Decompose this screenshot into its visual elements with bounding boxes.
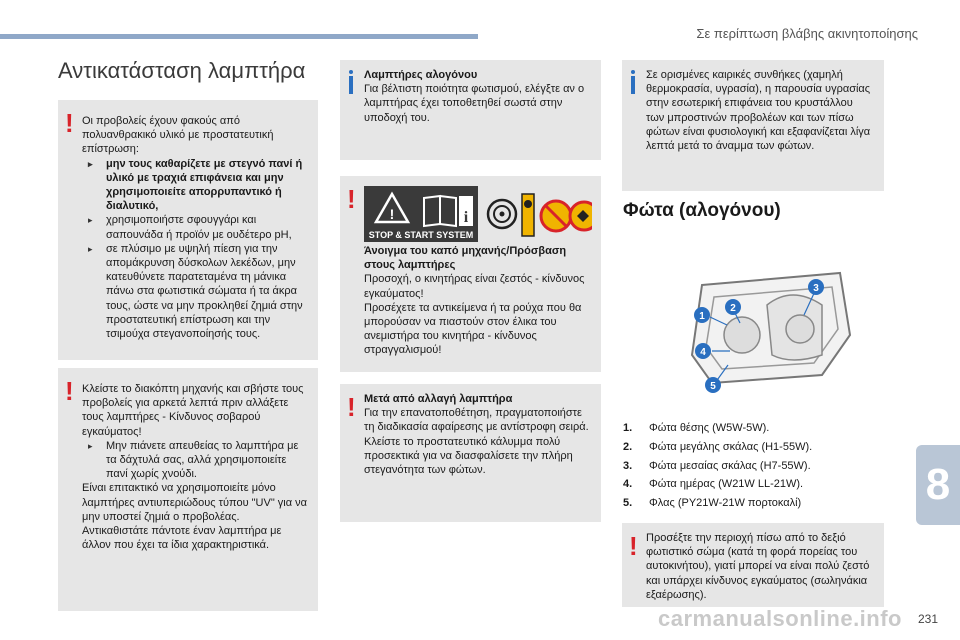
- warning-intro: Κλείστε το διακόπτη μηχανής και σβήστε τους προβολείς για αρκετά λεπτά πριν αλλάξετε τους λαμπτήρες - Κίνδυνος σοβαρού εγκαύματος!: [82, 383, 304, 438]
- header-rule: [0, 34, 478, 39]
- callout-1: [694, 307, 710, 323]
- headlamp-diagram: [672, 265, 862, 405]
- watermark: carmanualsonline.info: [658, 606, 902, 631]
- callout-5: [705, 377, 721, 393]
- warning-icon: !: [65, 376, 74, 406]
- list-item: 2. Φώτα μεγάλης σκάλας (H1-55W).: [623, 440, 813, 453]
- list-item: ▸ χρησιμοποιήστε σφουγγάρι και σαπουνάδα ή προϊόν με ουδέτερο pH,: [82, 213, 308, 241]
- list-item: 3. Φώτα μεσαίας σκάλας (H7-55W).: [623, 459, 811, 472]
- page-number: 231: [917, 612, 938, 626]
- lamp-socket: [786, 315, 814, 343]
- list-item: ▸ σε πλύσιμο με υψηλή πίεση για την απομάκρυνση δύσκολων λεκέδων, μην κατευθύνετε παρατεταμένα τη μάνικα πάνω στα φωτιστικά σώματα ή τα άκρα τους, ώστε να μην προκληθεί ζημιά στην προστατευτική επίστρωση και την τσιμούχα στεγανοποίησής τους.: [82, 242, 308, 341]
- warning-icon: !: [347, 184, 356, 214]
- chapter-tab: 8: [916, 445, 960, 525]
- callout-4: [695, 343, 711, 359]
- warning-icon: !: [65, 108, 74, 138]
- warning-intro: Οι προβολείς έχουν φακούς από πολυανθρακικό υλικό με προστατευτική επίστρωση:: [82, 115, 274, 156]
- callout-2: [725, 299, 741, 315]
- warning-title: Άνοιγμα του καπό μηχανής/Πρόσβαση στους λαμπτήρες: [364, 245, 567, 272]
- lamp-list: [623, 419, 812, 513]
- callout-3: [808, 279, 824, 295]
- svg-text:1: 1: [699, 311, 705, 322]
- list-item: 5. Φλας (PY21W-21W πορτοκαλί): [623, 497, 802, 510]
- section-title: Φώτα (αλογόνου): [623, 200, 781, 221]
- list-item: 1. Φώτα θέσης (W5W-5W).: [623, 422, 770, 434]
- svg-text:i: i: [463, 209, 469, 226]
- warning-box-hot-area: [622, 523, 884, 607]
- list-item: 4. Φώτα ημέρας (W21W LL-21W).: [623, 478, 804, 491]
- svg-text:3: 3: [813, 283, 819, 294]
- warning-title: Μετά από αλλαγή λαμπτήρα: [364, 393, 513, 405]
- info-text: Σε ορισμένες καιρικές συνθήκες (χαμηλή θερμοκρασία, υγρασία), η παρουσία υγρασίας στην εσωτερική επιφάνεια του κρυστάλλου των μπροστινών προβολέων και των πίσω φώτων είναι φυσιολογική και εξαφανίζεται λίγα λεπτά μετά το άναμμα των φώτων.: [646, 69, 871, 153]
- warning-icon: !: [347, 392, 356, 422]
- list-item: ▸ μην τους καθαρίζετε με στεγνό πανί ή υλικό με τραχιά επιφάνεια και μην χρησιμοποιείτε απορρυπαντικό ή διαλυτικό,: [82, 157, 308, 214]
- page-title: Αντικατάσταση λαμπτήρα: [58, 58, 306, 83]
- list-item: ▸ Μην πιάνετε απευθείας το λαμπτήρα με τα δάχτυλά σας, αλλά χρησιμοποιείτε πανί χωρίς χνούδι.: [82, 439, 308, 482]
- warning-icon: !: [629, 531, 638, 561]
- warning-box-bonnet: [340, 176, 601, 372]
- stop-start-label: STOP & START SYSTEM: [368, 230, 474, 240]
- warning-text: Προσοχή, ο κινητήρας είναι ζεστός - κίνδυνος εγκαύματος!: [364, 273, 585, 300]
- info-box-condensation: [622, 60, 884, 191]
- lamp-socket: [724, 317, 760, 353]
- headlamp-illustration: [672, 265, 862, 405]
- warning-outro: Είναι επιτακτικό να χρησιμοποιείτε μόνο λαμπτήρες αντιυπεριώδους τύπου "UV" για να μην υποστεί ζημιά ο προβολέας. Αντικαθιστάτε πάντοτε έναν λαμπτήρα με άλλον που έχει τα ίδια χαρακτηριστικά.: [82, 482, 308, 552]
- warning-box-after-change: [340, 384, 601, 522]
- warning-box-headlamp-care: [58, 100, 318, 360]
- warning-text: Προσέχετε τα αντικείμενα ή τα ρούχα που θα μπορούσαν να πιαστούν στον έλικα του ανεμιστήρα του κινητήρα - κίνδυνος στραγγαλισμού!: [364, 301, 582, 357]
- info-text: Για βέλτιστη ποιότητα φωτισμού, ελέγξτε αν ο λαμπτήρας έχει τοποθετηθεί σωστά στην υποδοχή του.: [364, 83, 585, 124]
- svg-text:4: 4: [700, 347, 706, 358]
- info-title: Λαμπτήρες αλογόνου: [364, 69, 478, 81]
- info-box-halogen: [340, 60, 601, 160]
- warning-text: Για την επανατοποθέτηση, πραγματοποιήστε τη διαδικασία αφαίρεσης με αντίστροφη σειρά. Κλείστε το προστατευτικό κάλυμμα πολύ προσεκτικά για να διασφαλίσετε την πλήρη στεγανότητα των φώτων.: [364, 407, 589, 477]
- running-header: Σε περίπτωση βλάβης ακινητοποίησης: [696, 26, 918, 41]
- svg-text:2: 2: [730, 303, 736, 314]
- svg-text:5: 5: [710, 381, 716, 392]
- warning-text: Προσέξτε την περιοχή πίσω από το δεξιό φωτιστικό σώμα (κατά τη φορά πορείας του αυτοκινήτου), γιατί μπορεί να είναι πολύ ζεστό και υπάρχει κίνδυνος εγκαύματος (σωληνάκια εξαέρωσης).: [646, 532, 870, 601]
- warning-box-bulb-handling: [58, 368, 318, 611]
- pictogram-strip: [364, 186, 592, 242]
- pictograms: [364, 186, 592, 242]
- svg-text:!: !: [389, 206, 395, 222]
